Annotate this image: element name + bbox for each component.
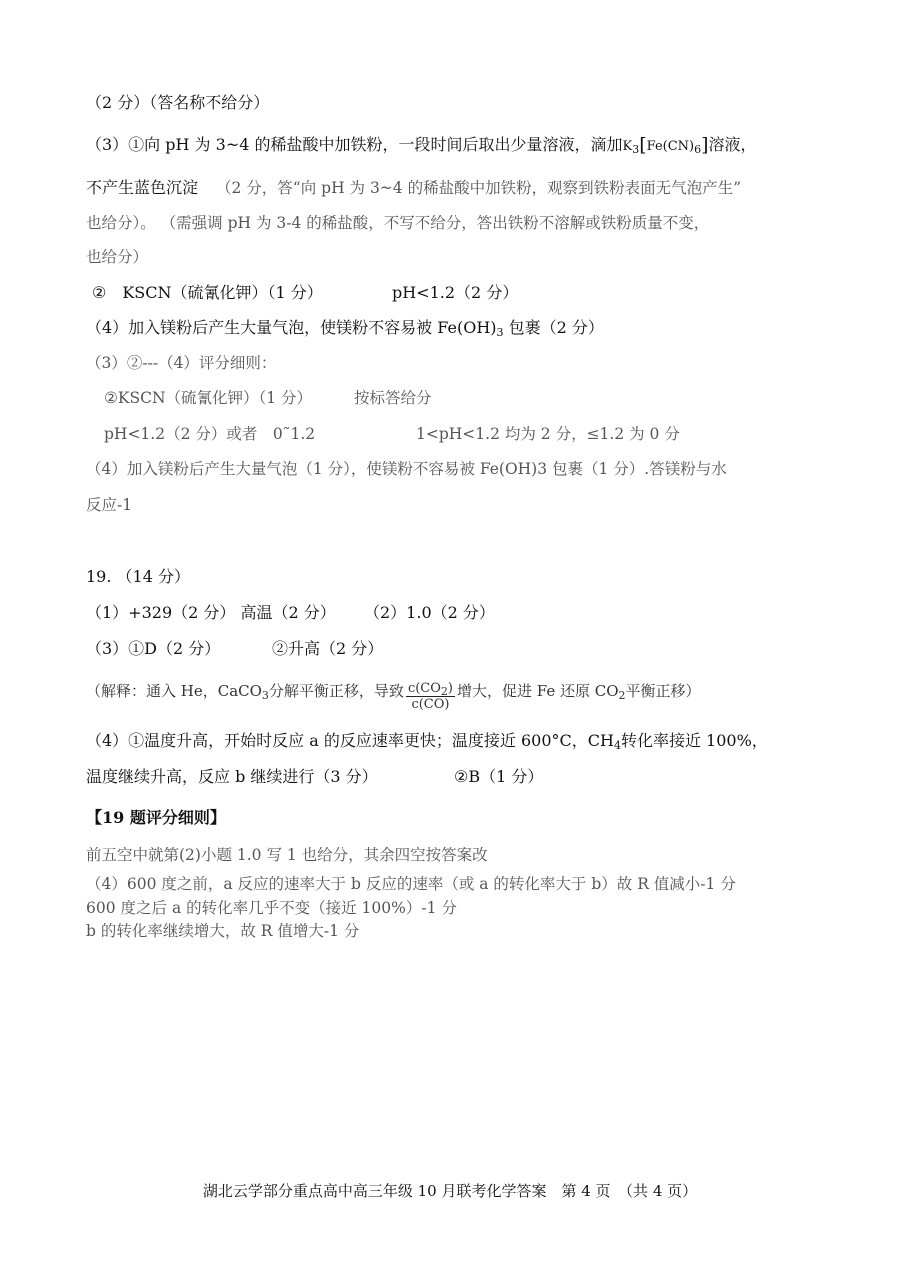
line-19-1-2: （1）+329（2 分） 高温（2 分） （2）1.0（2 分）	[86, 603, 495, 622]
page-footer: 湖北云学部分重点高中高三年级 10 月联考化学答案 第 4 页 （共 4 页）	[202, 1182, 698, 1200]
line-19-explain: （解释：通入 He，CaCO$_3$分解平衡正移，导致 $\frac{c(CO_2)}{c(CO)}$ 增大，促进 Fe 还原 $CO_2$平衡正移）	[86, 681, 701, 712]
rubric-header: （3）②---（4）评分细则：	[86, 354, 277, 372]
line-score-note: （2 分）（答名称不给分）	[86, 93, 270, 112]
ratio-fraction: $\frac{c(CO_2)}{c(CO)}$	[407, 681, 453, 712]
line-19-4-cont: 温度继续升高，反应 b 继续进行（3 分） ②B（1 分）	[86, 767, 544, 786]
k3-formula: $K_3[Fe(CN)_6]$	[622, 134, 709, 156]
line-3-2: ② KSCN（硫氰化钾）（1 分） pH<1.2（2 分）	[92, 283, 519, 302]
rubric-19-line2: （4）600 度之前，a 反应的速率大于 b 反应的速率（或 a 的转化率大于 b）故 R 值减小-1 分	[86, 875, 736, 893]
line-3-1: （3）①向 pH 为 3~4 的稀盐酸中加铁粉，一段时间后取出少量溶液，滴加$K_3[Fe(CN)_6]$溶液，	[86, 134, 757, 156]
line-19-3: （3）①D（2 分） ②升高（2 分）	[86, 639, 384, 658]
line-3-1-note: 也给分）。 （需强调 pH 为 3-4 的稀盐酸，不写不给分，答出铁粉不溶解或铁粉质量不变，	[86, 214, 710, 232]
rubric-4: （4）加入镁粉后产生大量气泡（1 分），使镁粉不容易被 Fe(OH)3 包裹（1 分）.答镁粉与水	[86, 460, 727, 478]
question-19-title: 19. （14 分）	[86, 567, 190, 586]
rubric-19-line4: b 的转化率继续增大，故 R 值增大-1 分	[86, 922, 360, 940]
rubric-kscn: ②KSCN（硫氰化钾）（1 分） 按标答给分	[104, 389, 432, 407]
line-19-4: （4）①温度升高，开始时反应 a 的反应速率更快；温度接近 600°C，$CH_4$转化率接近 100%，	[86, 731, 768, 752]
rubric-19-line1: 前五空中就第(2)小题 1.0 写 1 也给分，其余四空按答案改	[86, 846, 488, 864]
rubric-ph: pH<1.2（2 分）或者 0˜1.2 1<pH<1.2 均为 2 分，≤1.2 为 0 分	[104, 425, 680, 443]
line-3-1-cont: 不产生蓝色沉淀 （2 分，答“向 pH 为 3~4 的稀盐酸中加铁粉，观察到铁粉表面无气泡产生”	[86, 178, 742, 197]
rubric-19-line3: 600 度之后 a 的转化率几乎不变（接近 100%）-1 分	[86, 899, 457, 917]
rubric-19-title: 【19 题评分细则】	[86, 808, 226, 827]
line-3-1-note-end: 也给分）	[86, 248, 149, 266]
line-4: （4）加入镁粉后产生大量气泡，使镁粉不容易被 $Fe(OH)_3$ 包裹（2 分）	[86, 318, 604, 339]
rubric-4-end: 反应-1	[86, 496, 133, 514]
